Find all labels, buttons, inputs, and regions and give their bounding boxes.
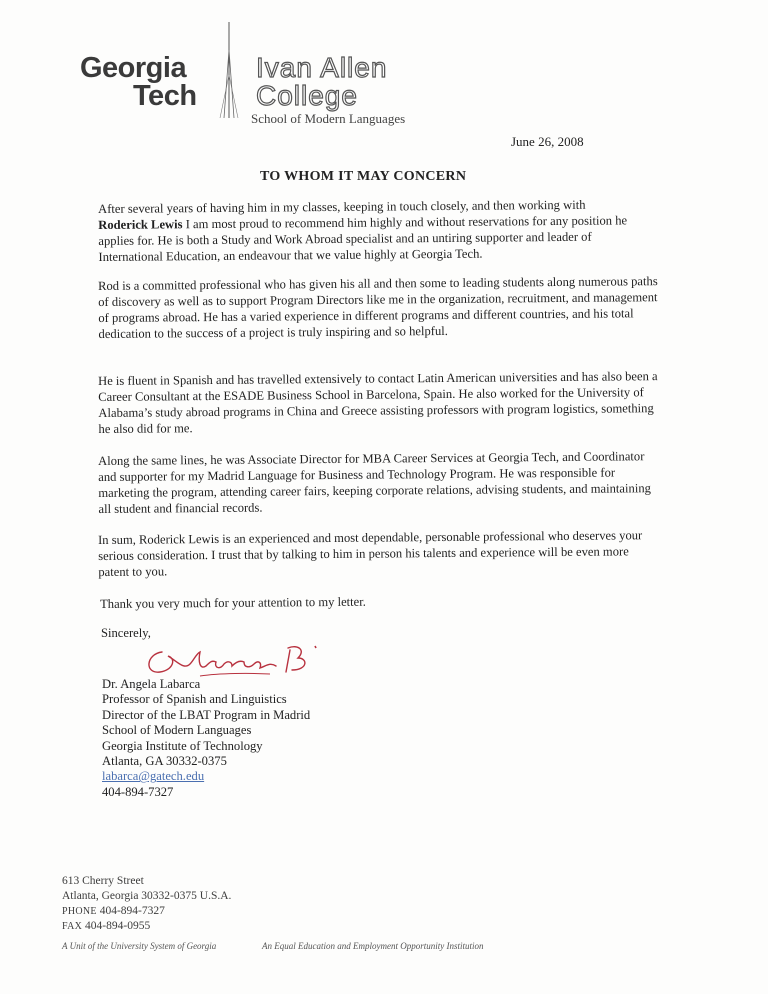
logo-georgia: Georgia	[80, 52, 187, 84]
college-name-line1: Ivan Allen	[256, 52, 388, 83]
signature-block	[102, 677, 310, 800]
signer-phone: 404-894-7327	[102, 784, 174, 799]
salutation: TO WHOM IT MAY CONCERN	[260, 169, 467, 184]
signer-title: Professor of Spanish and Linguistics	[102, 692, 287, 707]
footer-address	[62, 874, 231, 934]
letter-date: June 26, 2008	[511, 134, 584, 149]
footer-note-usg: A Unit of the University System of Georgia	[62, 941, 217, 951]
footer-fax: FAX 404-894-0955	[62, 920, 151, 932]
signer-dept: School of Modern Languages	[102, 723, 252, 738]
candidate-name: Roderick Lewis	[98, 217, 183, 232]
footer-street: 613 Cherry Street	[62, 875, 144, 887]
paragraph-5: In sum, Roderick Lewis is an experienced and most dependable, personable professional who deserves your serious consideration. I trust that by talking to him in person his talents and experience will be even more patent to you.	[98, 528, 643, 579]
logo-tech: Tech	[133, 80, 197, 112]
thanks-line: Thank you very much for your attention to my letter.	[100, 594, 366, 611]
signer-institution: Georgia Institute of Technology	[102, 738, 263, 753]
signer-role: Director of the LBAT Program in Madrid	[102, 707, 311, 722]
tech-tower-spire-icon	[211, 20, 247, 120]
footer-phone: PHONE 404-894-7327	[62, 905, 165, 917]
footer-note-eeo: An Equal Education and Employment Opportunity Institution	[262, 941, 484, 951]
paragraph-1: After several years of having him in my classes, keeping in touch closely, and then working with Roderick Lewis I am most proud to recommend him highly and without reservations for any position he applies for. He is both a Study and Work Abroad specialist and an untiring supporter and leader of International Education, an endeavour that we value highly at Georgia Tech.	[98, 197, 628, 264]
paragraph-2: Rod is a committed professional who has given his all and then some to leading students along numerous paths of discovery as well as to support Program Directors like me in the organization, recruitment, and management of programs abroad. He has a varied experience in different programs and different countries, and his total dedication to the success of a project is truly inspiring and so helpful.	[98, 274, 658, 341]
school-name: School of Modern Languages	[251, 111, 406, 126]
footer-city: Atlanta, Georgia 30332-0375 U.S.A.	[62, 890, 232, 902]
paragraph-4: Along the same lines, he was Associate Director for MBA Career Services at Georgia Tech, and Coordinator and supporter for my Madrid Language for Business and Technology Program. He was responsible for marketing the program, attending career fairs, keeping corporate relations, advising students, and maintaining all student and financial records.	[98, 449, 651, 516]
signer-city: Atlanta, GA 30332-0375	[102, 754, 227, 769]
closing: Sincerely,	[101, 626, 151, 640]
signer-name: Dr. Angela Labarca	[102, 677, 201, 691]
handwritten-signature	[140, 640, 325, 680]
signer-email-link[interactable]: labarca@gatech.edu	[102, 769, 205, 784]
paragraph-3: He is fluent in Spanish and has travelled extensively to contact Latin American universities and has also been a Career Consultant at the ESADE Business School in Barcelona, Spain. He also worked for the University of Alabama’s study abroad programs in China and Greece assisting professors with program logistics, something he also did for me.	[98, 369, 658, 436]
college-name-line2: College	[256, 80, 358, 111]
